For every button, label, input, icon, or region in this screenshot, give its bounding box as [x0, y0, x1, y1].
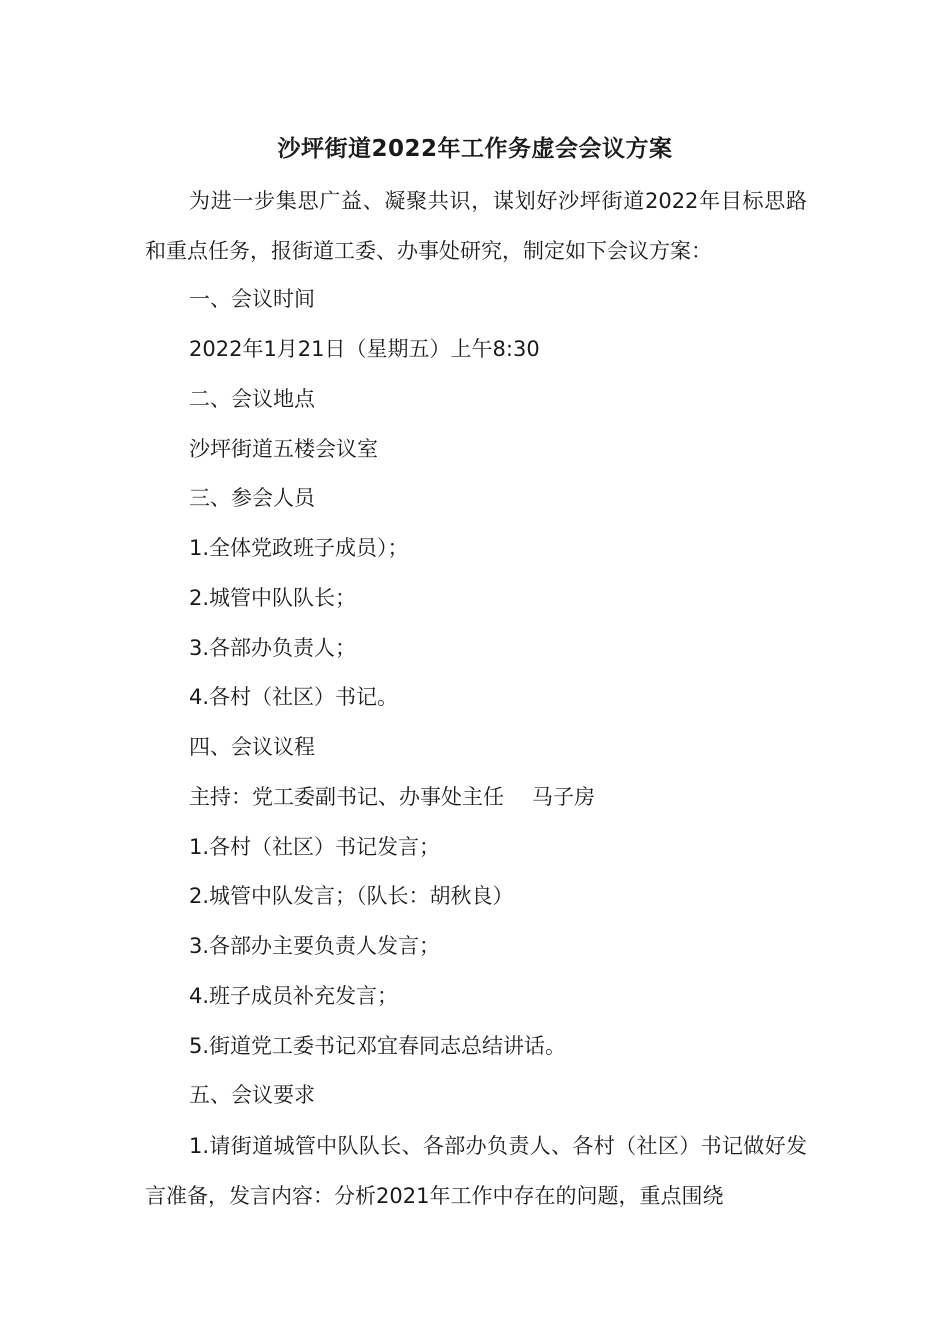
agenda-item: 3.各部办主要负责人发言；: [189, 934, 441, 958]
section-heading-attendees: 三、参会人员: [189, 486, 315, 510]
section-heading-place: 二、会议地点: [189, 387, 315, 411]
agenda-item: 5.街道党工委书记邓宜春同志总结讲话。: [189, 1034, 567, 1058]
attendee-item: 3.各部办负责人；: [189, 636, 357, 660]
section-heading-time: 一、会议时间: [189, 287, 315, 311]
attendee-item: 1.全体党政班子成员）；: [189, 536, 409, 560]
document-title: 沙坪街道2022年工作务虚会会议方案: [277, 136, 673, 162]
host-label: 主持：党工委副书记、办事处主任: [189, 785, 504, 809]
section-heading-requirements: 五、会议要求: [189, 1083, 315, 1107]
attendee-item: 4.各村（社区）书记。: [189, 685, 399, 709]
requirement-paragraph: 1.请街道城管中队队长、各部办负责人、各村（社区）书记做好发言准备，发言内容：分析2021年工作中存在的问题，重点围绕: [145, 1134, 807, 1208]
attendee-item: 2.城管中队队长；: [189, 586, 357, 610]
intro-paragraph: 为进一步集思广益、凝聚共识，谋划好沙坪街道2022年目标思路和重点任务，报街道工委、办事处研究，制定如下会议方案：: [145, 189, 807, 263]
agenda-item: 4.班子成员补充发言；: [189, 984, 399, 1008]
host-line: [189, 782, 595, 812]
host-name: 马子房: [532, 785, 595, 809]
meeting-time-text: 2022年1月21日（星期五）上午8:30: [189, 337, 540, 361]
agenda-item: 2.城管中队发言；（队长：胡秋良）: [189, 884, 514, 908]
meeting-place-text: 沙坪街道五楼会议室: [189, 437, 378, 461]
agenda-item: 1.各村（社区）书记发言；: [189, 835, 441, 859]
section-heading-agenda: 四、会议议程: [189, 735, 315, 759]
